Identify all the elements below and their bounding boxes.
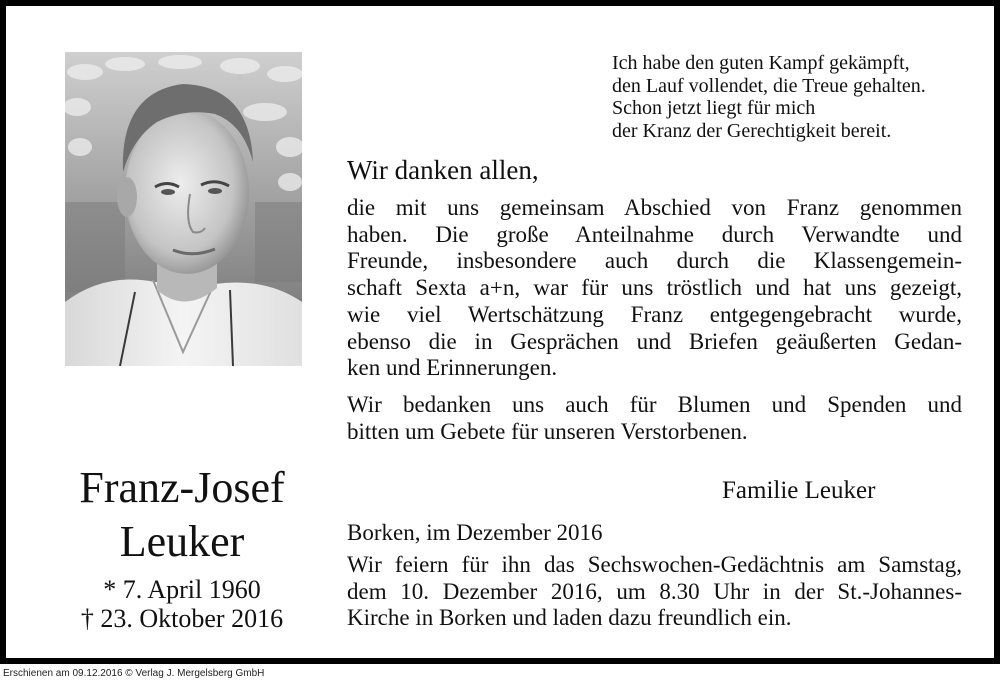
quote-line: Schon jetzt liegt für mich [612,97,816,119]
first-name: Franz-Josef [79,463,285,512]
birth-date: * 7. April 1960 [103,575,261,604]
thanks-heading: Wir danken allen, [347,155,539,185]
text-line: ken und Erinnerungen. [347,355,558,381]
place-date: Borken, im Dezember 2016 [347,520,603,545]
gratitude-paragraph [347,392,962,445]
death-date: † 23. Oktober 2016 [80,604,284,633]
quote-line: Ich habe den guten Kampf gekämpft, [612,52,910,74]
quote-line: den Lauf vollendet, die Treue gehalten. [612,74,926,97]
text-line: schaft Sexta a+n, war für uns tröstlich und hat uns gezeigt, [347,275,962,301]
memorial-service-paragraph [347,552,962,632]
text-line: die mit uns gemeinsam Abschied von Franz genommen [347,195,962,220]
thanks-paragraph [347,195,962,382]
publication-footer: Erschienen am 09.12.2016 © Verlag J. Mergelsberg GmbH [3,668,265,679]
bible-quote [612,52,982,142]
text-line: wie viel Wertschätzung Franz entgegengebracht wurde, [347,301,962,327]
text-line: Freunde, insbesondere auch durch die Klassengemein- [347,248,962,274]
last-name: Leuker [119,517,245,566]
portrait-photo [65,52,302,366]
text-line: haben. Die große Anteilnahme durch Verwandte und [347,221,962,247]
text-line: dem 10. Dezember 2016, um 8.30 Uhr in der St.-Johannes- [347,578,962,604]
family-signature: Familie Leuker [722,477,876,504]
text-line: Wir feiern für ihn das Sechswochen-Gedächtnis am Samstag, [347,552,962,577]
text-line: Kirche in Borken und laden dazu freundlich ein. [347,605,792,631]
text-line: bitten um Gebete für unseren Verstorbenen. [347,418,748,444]
quote-line: der Kranz der Gerechtigkeit bereit. [612,119,892,142]
text-line: Wir bedanken uns auch für Blumen und Spenden und [347,392,962,417]
text-line: ebenso die in Gesprächen und Briefen geäußerten Gedan- [347,328,962,354]
